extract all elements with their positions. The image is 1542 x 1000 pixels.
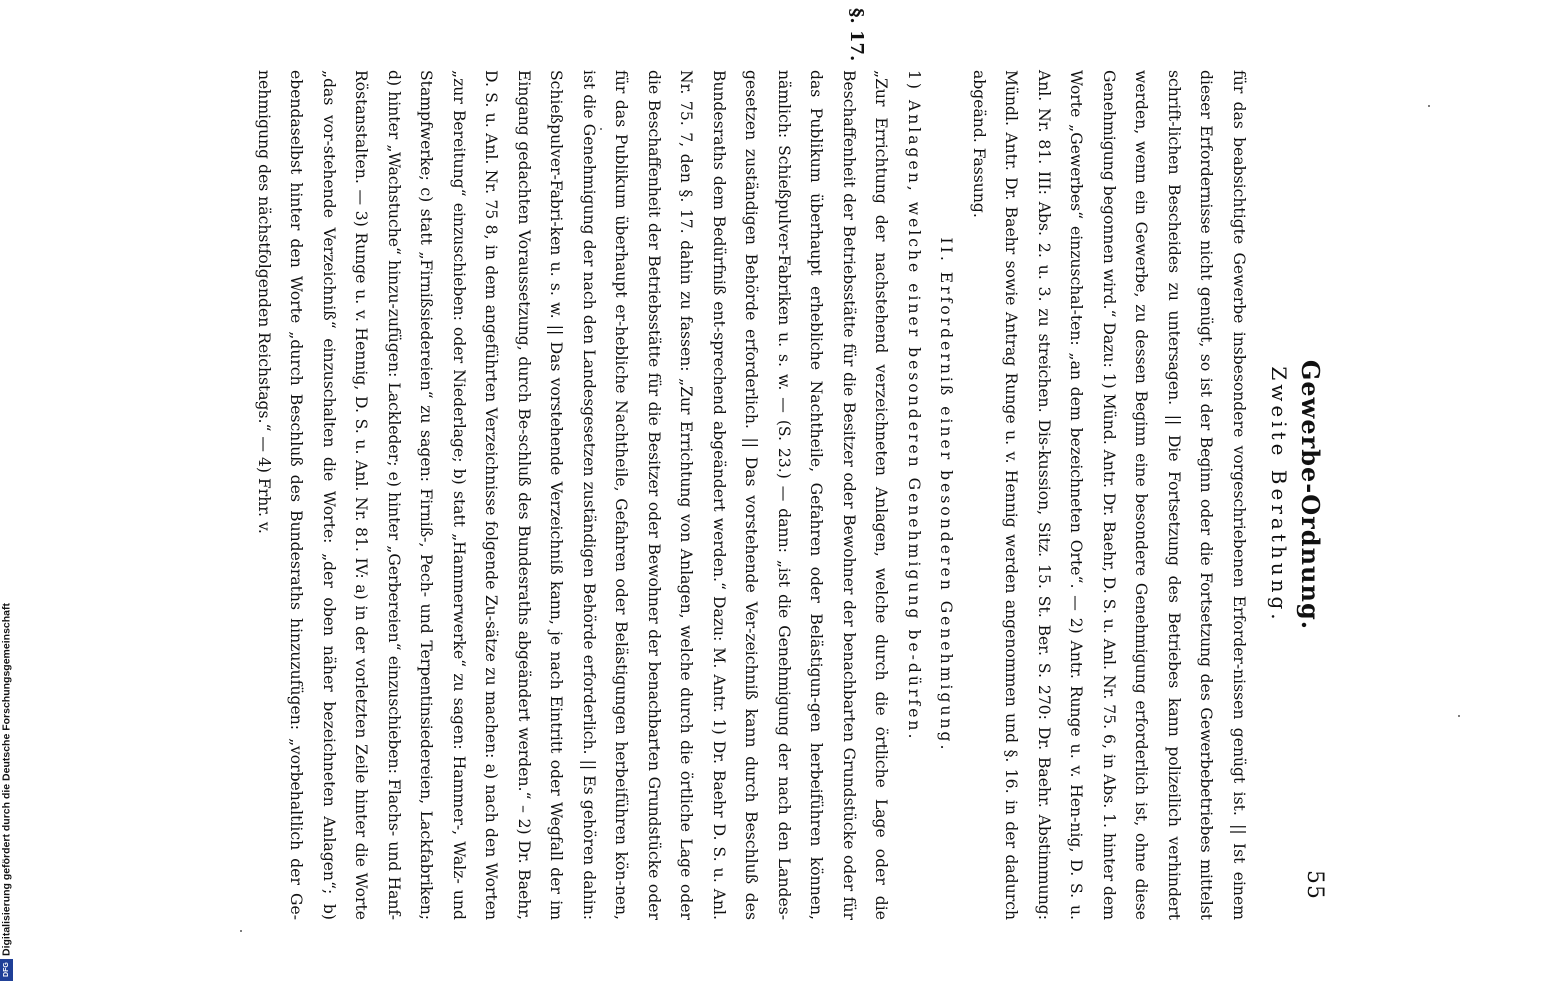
heading: Gewerbe-Ordnung. bbox=[1296, 359, 1325, 631]
scan-speck bbox=[240, 930, 242, 932]
paragraph-2: „Zur Errichtung der nachstehend verzeichneten Anlagen, welche durch die örtliche Lage oder die Beschaffenheit der Betriebsstätte für die Besitzer oder Bewohner der benachbarten Grundstücke oder für das Publikum überhaupt erhebliche Nachtheile, Gefahren oder Belästigun-gen herbeiführen können, nämlich: Schießpulver-Fabriken u. s. w. — (S. 23.) — dann: „ist die Genehmigung der nach den Landes-gesetzen zuständigen Behörde erforderlich. || Das vorstehende Ver-zeichniß kann durch Beschluß des Bundesraths dem Bedürfniß ent-sprechend abgeändert werden.“ Dazu: M. Antr. 1) Dr. Baehr D. S. u. Anl. Nr. 75. 7, den §. 17. dahin zu fassen: „Zur Errichtung von Anlagen, welche durch die örtliche Lage oder die Beschaffenheit der Betriebsstätte für die Besitzer oder Bewohner der benachbarten Grundstücke oder für das Publikum überhaupt er-hebliche Nachtheile, Gefahren oder Belästigungen herbeiführen kön-nen, ist die Genehmigung der nach den Landesgesetzen zuständigen Behörde erforderlich. || Es gehören dahin: Schießpulver-Fabri-ken u. s. w. || Das vorstehende Verzeichniß kann, je nach Eintritt oder Wegfall der im Eingang gedachten Voraussetzung, durch Be-schluß des Bundesraths abgeändert werden.“ – 2) Dr. Baehr, D. S. u. Anl. Nr. 75 8, in dem angeführten Verzeichnisse folgende Zu-sätze zu machen: a) nach den Worten „zur Bereitung“ einzuschieben: oder Niederlage; b) statt „Hammerwerke“ zu sagen: Hammer-, Walz- und Stampfwerke; c) statt „Firnißsiedereien“ zu sagen: Firniß-, Pech- und Terpentinsiedereien, Lackfabriken; d) hinter „Wachstuche“ hinzu-zufügen: Lackleder; e) hinter „Gerbereien“ einzuschieben: Flachs- und Hanf-Röstanstalten. — 3) Runge u. v. Hennig, D. S. u. Anl. Nr. 81. IV: a) in der vorletzten Zeile hinter die Worte „das vor-stehende Verzeichniß“ einzuschalten die Worte: „der oben näher bezeichneten Anlagen“; b) ebendaselbst hinter den Worte „durch Beschluß des Bundesraths hinzuzufügen: „vorbehaltlich der Ge-nehmigung des nächstfolgenden Reichstags.“ — 4) Frhr. v. bbox=[255, 70, 891, 920]
page-number: 55 bbox=[1302, 870, 1327, 900]
scan-speck bbox=[600, 128, 602, 130]
text-body bbox=[248, 70, 1256, 920]
subsection-title: 1) Anlagen, welche einer besonderen Genehmigung be-dürfen. bbox=[905, 70, 923, 742]
section-title: II. Erforderniß einer besonderen Genehmigung. bbox=[937, 237, 956, 753]
section-mark: §. 17. bbox=[846, 8, 867, 62]
footer-credit bbox=[0, 603, 13, 981]
scan-speck bbox=[1458, 715, 1460, 717]
scanned-page bbox=[155, 8, 1335, 920]
paragraph-1: für das beabsichtigte Gewerbe insbesondere vorgeschriebenen Erforder-nissen genügt ist. || Ist einem dieser Erfordernisse nicht genügt, so ist der Beginn oder die Fortsetzung des Gewerbebetriebes mittelst schrift-lichen Bescheides zu untersagen. || Die Fortsetzung des Betriebes kann polizeilich verhindert werden, wenn ein Gewerbe, zu dessen Beginn eine besondere Genehmigung erforderlich ist, ohne diese Genehmigung begonnen wird.“ Dazu: 1) Münd. Antr. Dr. Baehr, D. S. u. Anl. Nr. 75. 6, in Abs. 1. hinter dem Worte „Gewerbes“ einzuschal-ten: „an dem bezeichneten Orte“. — 2) Antr. Runge u. v. Hen-nig, D. S. u. Anl. Nr. 81. III: Abs. 2. u. 3. zu streichen. Dis-kussion, Sitz. 15. St. Ber. S. 270: Dr. Baehr. Abstimmung: Mündl. Antr. Dr. Baehr sowie Antrag Runge u. v. Hennig werden angenommen und §. 16. in der dadurch abgeänd. Fassung. bbox=[970, 70, 1248, 920]
dfg-logo: DFG bbox=[0, 959, 13, 981]
scan-speck bbox=[1428, 105, 1430, 107]
subheading: Zweite Berathung. bbox=[1267, 366, 1291, 624]
credit-text: Digitalisierung gefördert durch die Deutsche Forschungsgemeinschaft bbox=[0, 603, 13, 956]
